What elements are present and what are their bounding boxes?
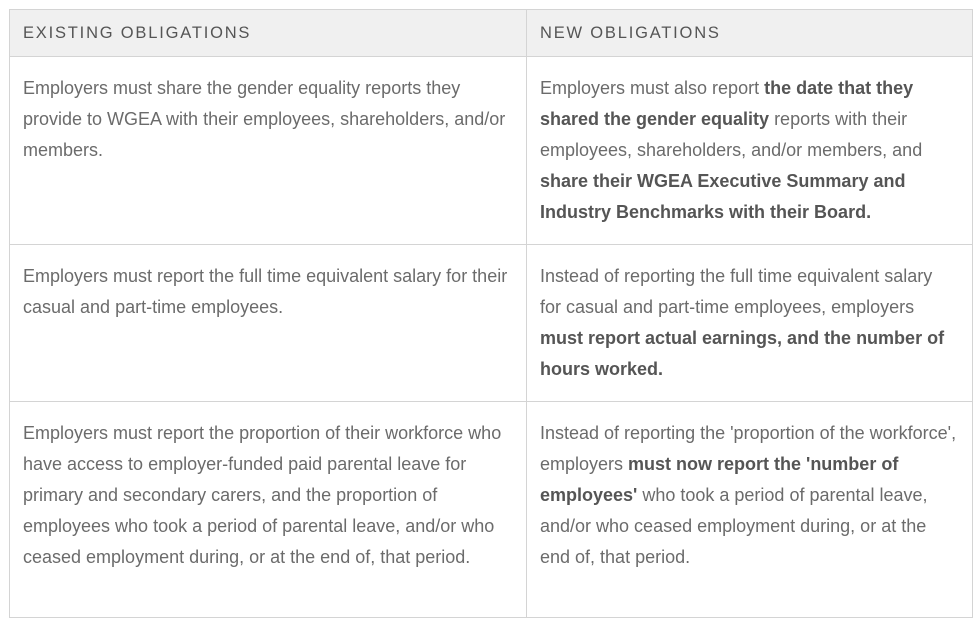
table-row [10, 245, 973, 402]
table-row [10, 402, 973, 618]
cell-bold-text: must report actual earnings, and the number of hours worked. [540, 328, 945, 379]
cell-text: Instead of reporting the full time equivalent salary for casual and part-time employees, employers [540, 266, 933, 317]
cell-bold-text: the date that they shared the gender equality [540, 78, 914, 129]
cell-text: Instead of reporting the 'proportion of the workforce', employers [540, 423, 957, 474]
cell-bold-text: share their WGEA Executive Summary and Industry Benchmarks with their Board. [540, 171, 906, 222]
cell-text: reports with their employees, shareholders, and/or members, and [540, 109, 923, 160]
header-new-obligations: NEW OBLIGATIONS [527, 10, 973, 57]
table-body [10, 57, 973, 618]
cell-text: Employers must also report [540, 78, 765, 98]
new-obligation-cell [527, 57, 973, 245]
cell-text: who took a period of parental leave, and/or who ceased employment during, or at the end of, that period. [540, 485, 928, 567]
table-header [10, 10, 973, 57]
new-obligation-cell [527, 245, 973, 402]
header-existing-obligations: EXISTING OBLIGATIONS [10, 10, 527, 57]
cell-bold-text: must now report the 'number of employees' [540, 454, 899, 505]
obligations-table [9, 9, 973, 618]
header-row [10, 10, 973, 57]
new-obligation-cell [527, 402, 973, 618]
existing-obligation-cell: Employers must report the full time equivalent salary for their casual and part-time employees. [10, 245, 527, 402]
existing-obligation-cell: Employers must share the gender equality reports they provide to WGEA with their employees, shareholders, and/or members. [10, 57, 527, 245]
table-row [10, 57, 973, 245]
existing-obligation-cell: Employers must report the proportion of their workforce who have access to employer-funded paid parental leave for primary and secondary carers, and the proportion of employees who took a period of parental leave, and/or who ceased employment during, or at the end of, that period. [10, 402, 527, 618]
